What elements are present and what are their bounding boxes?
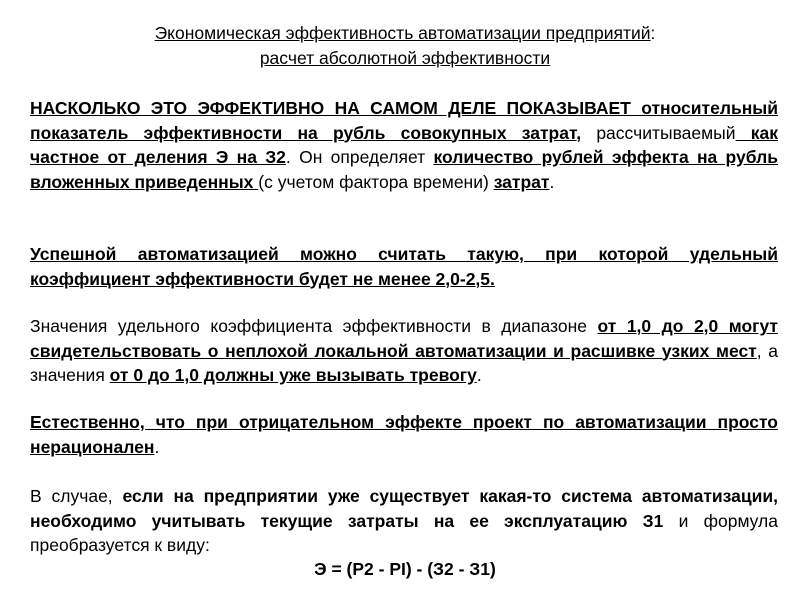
p1-time-factor: (с учетом фактора времени) xyxy=(258,171,494,192)
paragraph-relative-indicator xyxy=(30,96,778,194)
p3-period: . xyxy=(476,365,482,385)
title-line-1-text: Экономическая эффективность автоматизации предприятий xyxy=(154,23,651,43)
p5-intro: В случае, xyxy=(30,486,123,506)
p1-costs: затрат xyxy=(493,171,550,192)
p1-lead: НАСКОЛЬКО ЭТО ЭФФЕКТИВНО НА САМОМ ДЕЛЕ ПОКАЗЫВАЕТ относительный показатель эффективности на рубль совокупных затрат, xyxy=(30,98,778,143)
p3-range-1-2: от 1,0 до 2,0 могут свидетельствовать о неплохой локальной автоматизации и расшивке узких мест xyxy=(30,316,778,361)
p3-and-values: , а значения xyxy=(30,340,778,385)
p4-text: Естественно, что при отрицательном эффекте проект по автоматизации просто нерационален xyxy=(30,412,778,457)
p1-period: . xyxy=(549,171,555,192)
title-line-1 xyxy=(30,21,780,46)
p2-text: Успешной автоматизацией можно считать такую, при которой удельный коэффициент эффективности будет не менее 2,0-2,5. xyxy=(30,244,778,289)
title-colon: : xyxy=(650,23,656,43)
p3-range-0-1: от 0 до 1,0 должны уже вызывать тревогу xyxy=(109,365,477,385)
p1-text-defines: . Он определяет xyxy=(285,147,434,167)
paragraph-existing-system xyxy=(30,484,778,558)
title-line-2: расчет абсолютной эффективности xyxy=(259,48,551,68)
p1-rubles-effect: количество рублей эффекта на рубль вложенных приведенных xyxy=(30,147,778,192)
formula: Э = (Р2 - РI) - (З2 - З1) xyxy=(314,559,496,579)
slide-title xyxy=(30,21,780,71)
p1-quotient: как частное от деления Э на З2 xyxy=(30,122,778,167)
p4-period: . xyxy=(154,436,160,457)
p3-intro: Значения удельного коэффициента эффективности в диапазоне xyxy=(30,316,598,336)
paragraph-coefficient-ranges xyxy=(30,314,778,388)
paragraph-negative-effect xyxy=(30,410,778,459)
p5-existing-system: если на предприятии уже существует какая-то система автоматизации, необходимо учитывать текущие затраты на ее эксплуатацию З1 xyxy=(30,486,778,531)
paragraph-successful-automation xyxy=(30,242,778,291)
p1-text-calculated: рассчитываемый xyxy=(581,122,736,143)
p5-formula-intro: и формула преобразуется к виду: xyxy=(30,510,778,555)
